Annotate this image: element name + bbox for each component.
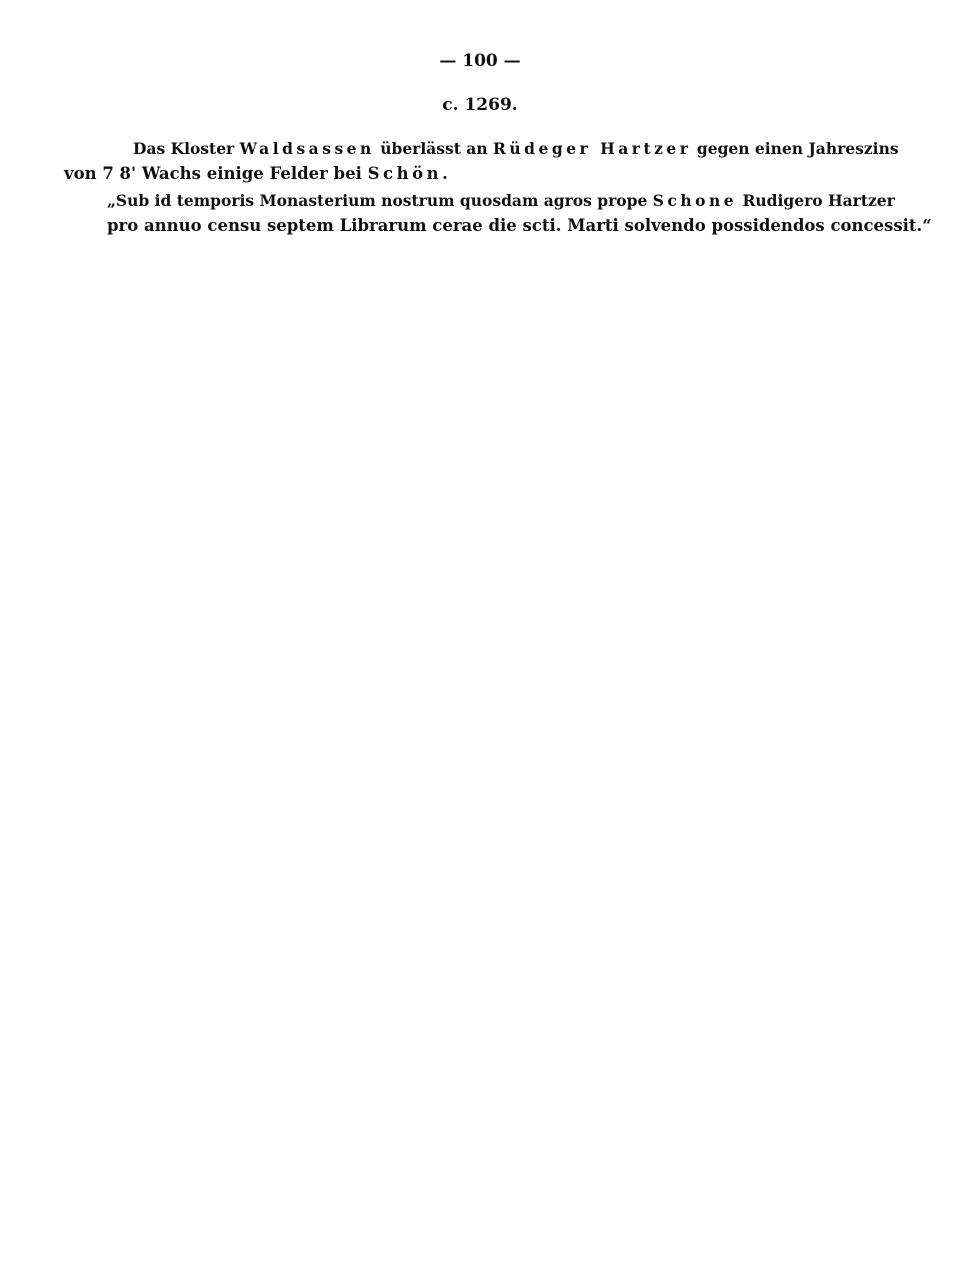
text-run: .	[442, 164, 448, 183]
text-run: gegen einen Jahreszins	[691, 139, 899, 158]
quote-line	[107, 215, 932, 237]
text-run: Rudigero Hartzer	[737, 191, 895, 210]
text-run: „Sub id temporis Monasterium nostrum quosdam agros prope	[107, 191, 653, 210]
spaced-name: Waldsassen	[239, 139, 375, 158]
entry-date: c. 1269.	[442, 95, 518, 115]
spaced-name: Schone	[652, 191, 738, 210]
text-run: pro annuo censu septem Librarum cerae die scti. Marti solvendo possidendos concessit.“	[107, 216, 932, 235]
text-run: Das Kloster	[133, 139, 240, 158]
spaced-name: Rüdeger Hartzer	[493, 139, 692, 158]
spaced-name: Schön	[367, 164, 443, 183]
text-run: von 7 8' Wachs einige Felder bei	[64, 164, 368, 183]
quote-line	[107, 190, 904, 212]
text-run: überlässt an	[374, 139, 493, 158]
page-number: — 100 —	[439, 51, 521, 71]
summary-line	[64, 163, 448, 185]
summary-line	[133, 138, 905, 160]
